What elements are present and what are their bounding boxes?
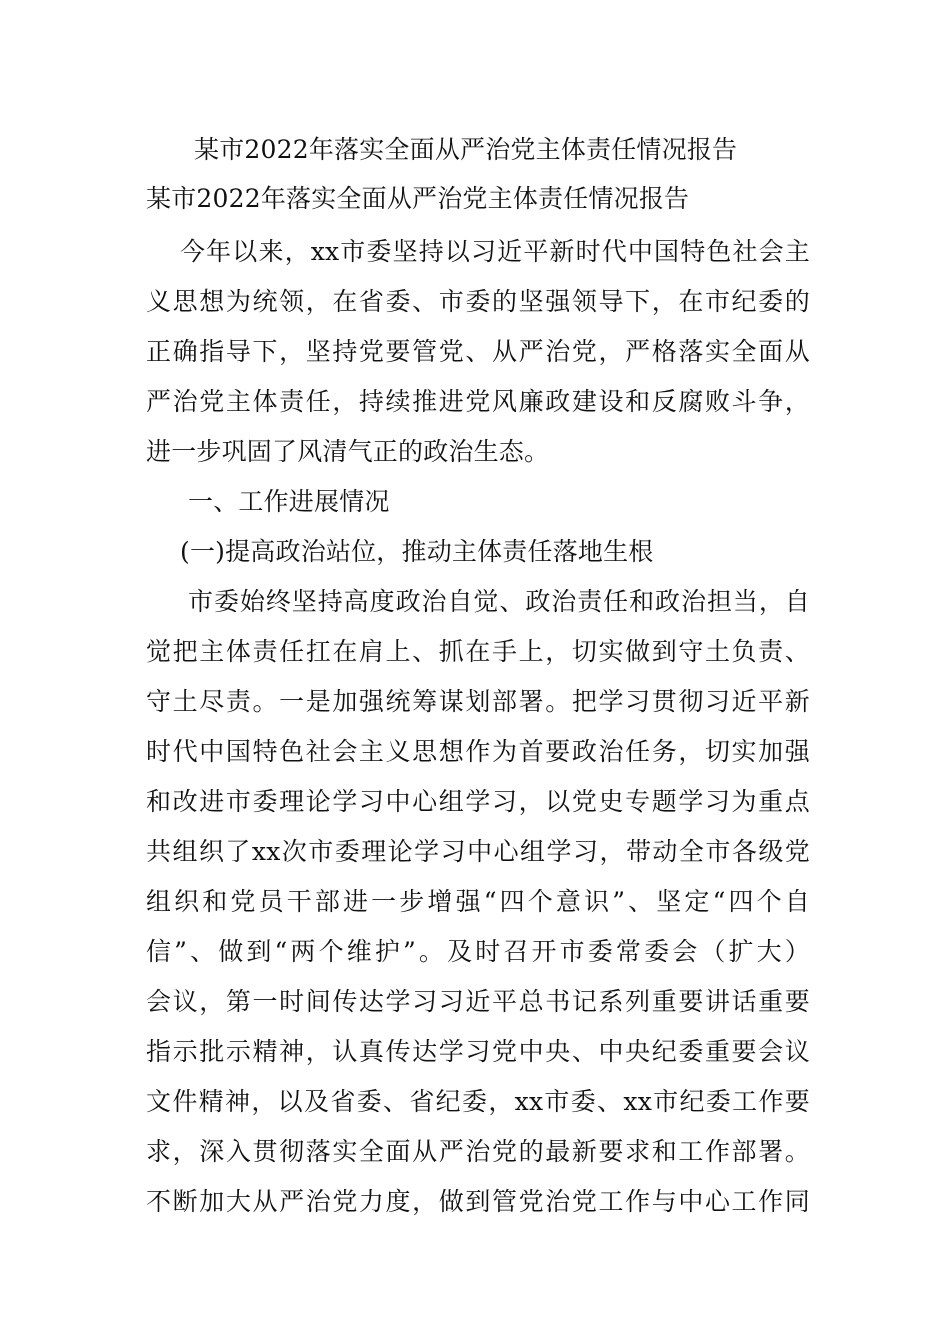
document-title: 某市2022年落实全面从严治党主体责任情况报告 bbox=[194, 135, 738, 164]
body-line-1: 市委始终坚持高度政治自觉、政治责任和政治担当，自 bbox=[188, 587, 810, 616]
body-line-9: 会议，第一时间传达学习习近平总书记系列重要讲话重要 bbox=[146, 987, 810, 1016]
intro-line-3: 正确指导下，坚持党要管党、从严治党，严格落实全面从 bbox=[146, 337, 810, 366]
intro-line-5: 进一步巩固了风清气正的政治生态。 bbox=[146, 437, 550, 466]
subsection-heading: (一)提高政治站位，推动主体责任落地生根 bbox=[180, 537, 654, 566]
section-heading: 一、工作进展情况 bbox=[188, 487, 390, 516]
body-line-8: 信”、做到“两个维护”。及时召开市委常委会（扩大） bbox=[146, 937, 810, 966]
body-line-7: 组织和党员干部进一步增强“四个意识”、坚定“四个自 bbox=[146, 887, 810, 916]
body-line-5: 和改进市委理论学习中心组学习，以党史专题学习为重点 bbox=[146, 787, 810, 816]
body-line-13: 不断加大从严治党力度，做到管党治党工作与中心工作同 bbox=[146, 1187, 810, 1216]
body-line-3: 守土尽责。一是加强统筹谋划部署。把学习贯彻习近平新 bbox=[146, 687, 810, 716]
body-line-4: 时代中国特色社会主义思想作为首要政治任务，切实加强 bbox=[146, 737, 810, 766]
body-line-2: 觉把主体责任扛在肩上、抓在手上，切实做到守土负责、 bbox=[146, 637, 810, 666]
body-line-10: 指示批示精神，认真传达学习党中央、中央纪委重要会议 bbox=[146, 1037, 810, 1066]
intro-line-2: 义思想为统领，在省委、市委的坚强领导下，在市纪委的 bbox=[146, 287, 810, 316]
body-line-6: 共组织了xx次市委理论学习中心组学习，带动全市各级党 bbox=[146, 837, 810, 866]
body-line-12: 求，深入贯彻落实全面从严治党的最新要求和工作部署。 bbox=[146, 1137, 810, 1166]
intro-line-4: 严治党主体责任，持续推进党风廉政建设和反腐败斗争， bbox=[146, 387, 810, 416]
document-subtitle: 某市2022年落实全面从严治党主体责任情况报告 bbox=[146, 184, 690, 213]
body-line-11: 文件精神，以及省委、省纪委，xx市委、xx市纪委工作要 bbox=[146, 1087, 810, 1116]
intro-line-1: 今年以来，xx市委坚持以习近平新时代中国特色社会主 bbox=[180, 237, 810, 266]
